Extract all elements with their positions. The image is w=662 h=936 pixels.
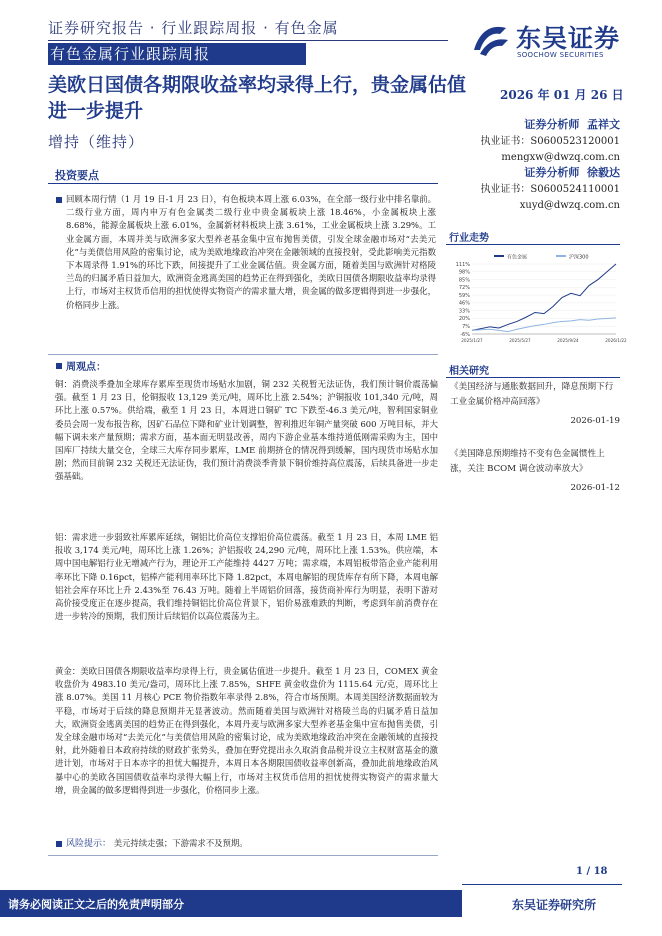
y-tick-label: 33%: [458, 308, 470, 315]
header-breadcrumb-bar: [48, 17, 448, 41]
y-tick-label: 72%: [458, 285, 470, 292]
series-line-csi300: [472, 318, 616, 332]
related-date-2: 2026-01-12: [570, 483, 620, 493]
risk-line: [66, 837, 436, 851]
key-points-rule: [48, 183, 438, 184]
y-tick-label: 111%: [455, 261, 470, 268]
summary-paragraph: 回顾本周行情（1 月 19 日-1 月 23 日），有色板块本周上涨 6.03%，在全部一级行业中排名靠前。二级行业方面，周内申万有色金属类二级行业中贵金属板块上涨 18.46%，小金属板块上涨 8.68%，能源金属板块上涨 6.01%，金属新材料板块上涨 3.61%，工业金属板块上涨 3.29%。工业金属方面，本周并美与欧洲多家大型养老基金集中宣布抛售美债，引发全球金融市场对“去美元化”与美债信用风险的密集讨论，成为美欧地缘政治冲突在金融领域的直接投射，受此影响美元指数下本周录得 1.91%的环比下跌，间接提升了工业金属估值。贵金属方面，随着美国与欧洲针对格陵兰岛的归属矛盾日益加大，欧洲资金逃离美国的趋势正在得到强化，美欧日国债各期限收益率均录得上行，市场对主权货币信用的担忧使得实物资产的需求量大增，贵金属的做多逻辑得到进一步强化，价格同步上涨。: [66, 194, 436, 310]
related-date-1: 2026-01-19: [570, 416, 620, 426]
report-date: 2026 年 01 月 26 日: [500, 88, 624, 102]
weekly-views-heading: 周观点：: [66, 362, 106, 373]
bullet-square-icon: [56, 841, 62, 847]
x-tick-label: 2025/1/27: [461, 338, 483, 343]
x-tick-label: 2025/5/27: [509, 338, 531, 343]
x-tick-label: 2026/1/22: [605, 338, 627, 343]
related-item-1[interactable]: [450, 380, 620, 429]
bullet-square-icon: [56, 363, 62, 369]
views-rule-bottom: [48, 855, 438, 856]
legend-label: 沪深300: [569, 254, 589, 261]
y-tick-label: 98%: [458, 269, 470, 276]
y-tick-label: 59%: [458, 292, 470, 299]
x-tick-label: 2025/9/24: [557, 338, 579, 343]
brand-name: 东吴证券: [516, 24, 621, 53]
y-tick-label: -6%: [460, 331, 470, 338]
bullet-square-icon: [56, 197, 62, 203]
analyst-cert-2: 执业证书：S0600524110001: [480, 184, 620, 195]
brand-name-en: SOOCHOW SECURITIES: [517, 51, 604, 59]
copper-paragraph: 铜：消费淡季叠加全球库存累库至现货市场贴水加剧，铜 232 关税暂无法证伪，我们预计铜价震荡偏强。截至 1 月 23 日，伦铜报收 13,129 美元/吨，周环比上涨 2.54%；沪铜报收 101,340 元/吨，周环比上涨 0.57%。供给端，截至 1 月 23 日，本周进口铜矿 TC 下跌至-46.3 美元/吨，智利国家铜业委员会周一发布报告称，因矿石品位下降和矿业计划调整，智利推迟年铜产量突破 600 万吨目标，并大幅下调未来产量预期；需求方面，基本面无明显改善，周内下游企业基本维持道低刚需采购为主，国中国库厂持续大量交仓，全球三大库存同步累库，LME 前期挤仓的情况得到缓解，国内现货市场贴水加剧；然而目前铜 232 关税还无法证伪，我们预计消费淡季背景下铜价维持高位震荡，后续具备进一步走强基础。: [55, 379, 438, 482]
report-type-banner: 有色金属行业跟踪周报: [48, 43, 306, 65]
related-title-2[interactable]: 《美国降息预期维持不变有色金属惯性上涨，关注 BCOM 调仓波动率放大》: [450, 449, 605, 474]
analyst-name-2: 证券分析师 徐毅达: [524, 166, 620, 179]
y-tick-label: 85%: [458, 277, 470, 284]
legend-label: 有色金属: [507, 254, 528, 261]
report-title: 美欧日国债各期限收益率均录得上行，贵金属估值进一步提升: [48, 74, 467, 122]
footer-org: 东吴证券研究所: [512, 898, 597, 912]
gold-paragraph: 黄金：美欧日国债各期限收益率均录得上行，贵金属估值进一步提升。截至 1 月 23 日，COMEX 黄金收盘价为 4983.10 美元/盎司，周环比上涨 7.85%，SHFE 黄金收盘价为 1115.64 元/克，周环比上涨 8.07%。美国 11 月核心 PCE 物价指数年率录得 2.8%，符合市场预期。本周美国经济数据面较为平稳，市场对于后续的降息预期并无显著波动。然而随着美国与欧洲针对格陵兰岛的归属矛盾日益加大，欧洲资金逃离美国的趋势正在得到强化，本周丹麦与欧洲多家大型养老基金集中宣布抛售美债，引发全球金融市场对“去美元化”与美债信用风险的密集讨论，成为美欧地缘政治冲突在金融领域的直接投射，此外随着日本政府持续的财政扩张势头，叠加在野党提出永久取消食品税并设立主权财富基金的激进计划，市场对于日本赤字的担忧大幅提升，本周日本各期限国债收益率创新高，叠加此前地缘政治风暴中心的美欧各国国债收益率均录得大幅上行，市场对主权货币信用的担忧使得实物资产的需求量大增，贵金属的做多逻辑得到进一步强化，价格同步上涨。: [55, 666, 438, 795]
analyst-email-1[interactable]: mengxw@dwzq.com.cn: [501, 152, 620, 163]
views-rule-top: [48, 354, 438, 355]
related-item-2[interactable]: [450, 447, 620, 496]
key-points-heading: 投资要点: [55, 169, 99, 182]
y-tick-label: 46%: [458, 300, 470, 307]
related-title-1[interactable]: 《美国经济与通胀数据回升，降息预期下行工业金属价格冲高回落》: [450, 382, 614, 407]
footer-rule: [462, 884, 622, 885]
analyst-block-2: [460, 166, 620, 213]
series-line-nonferrous: [472, 264, 616, 330]
page-number: 1 / 18: [576, 866, 608, 877]
rating: 增持（维持）: [48, 133, 145, 151]
analyst-name-1: 证券分析师 孟祥文: [524, 118, 620, 131]
analyst-email-2[interactable]: xuyd@dwzq.com.cn: [519, 200, 620, 211]
trend-rule: [446, 244, 620, 245]
breadcrumb: 证券研究报告 · 行业跟踪周报 · 有色金属: [48, 19, 339, 37]
company-logo: [470, 16, 630, 62]
disclaimer-note[interactable]: 请务必阅读正文之后的免责声明部分: [8, 898, 184, 911]
risk-text: 美元持续走强；下游需求不及预期。: [113, 838, 248, 848]
related-rule: [446, 377, 620, 378]
y-tick-label: 20%: [458, 316, 470, 323]
risk-label: 风险提示：: [66, 839, 112, 849]
analyst-block-1: [460, 118, 620, 165]
logo-mark-icon: [470, 20, 510, 58]
trend-heading: 行业走势: [449, 233, 489, 244]
trend-chart-svg: [446, 250, 627, 345]
analyst-cert-1: 执业证书：S0600523120001: [480, 136, 620, 147]
aluminum-paragraph: 铝：需求进一步弱致社库累库延续，铜铝比价高位支撑铝价高位震荡。截至 1 月 23 日，本周 LME 铝报收 3,174 美元/吨，周环比上涨 1.26%；沪铝报收 24,290 元/吨，周环比上涨 1.53%。供应端，本周中国电解铝行业无增减产行为，理论开工产能维持 4427 万吨；需求端，本周铝板带箔企业产能利用率环比下降 0.16pct，铝棒产能利用率环比下降 1.82pct，本周电解铝的现货库存有所下降，本周电解铝社会库存环比上升 2.43%至 76.43 万吨。随着上半周铝价回落，接货商补库行为明显，表明下游对高价接受度正在逐步提高，我们维持铜铝比价高位背景下，铝价易涨难跌的判断，考虑到年前消费存在进一步转冷的预期，我们预计后续铝价以高位震荡为主。: [55, 532, 438, 622]
industry-trend-chart: [446, 250, 627, 345]
y-tick-label: 7%: [462, 324, 470, 331]
related-heading: 相关研究: [449, 366, 489, 377]
